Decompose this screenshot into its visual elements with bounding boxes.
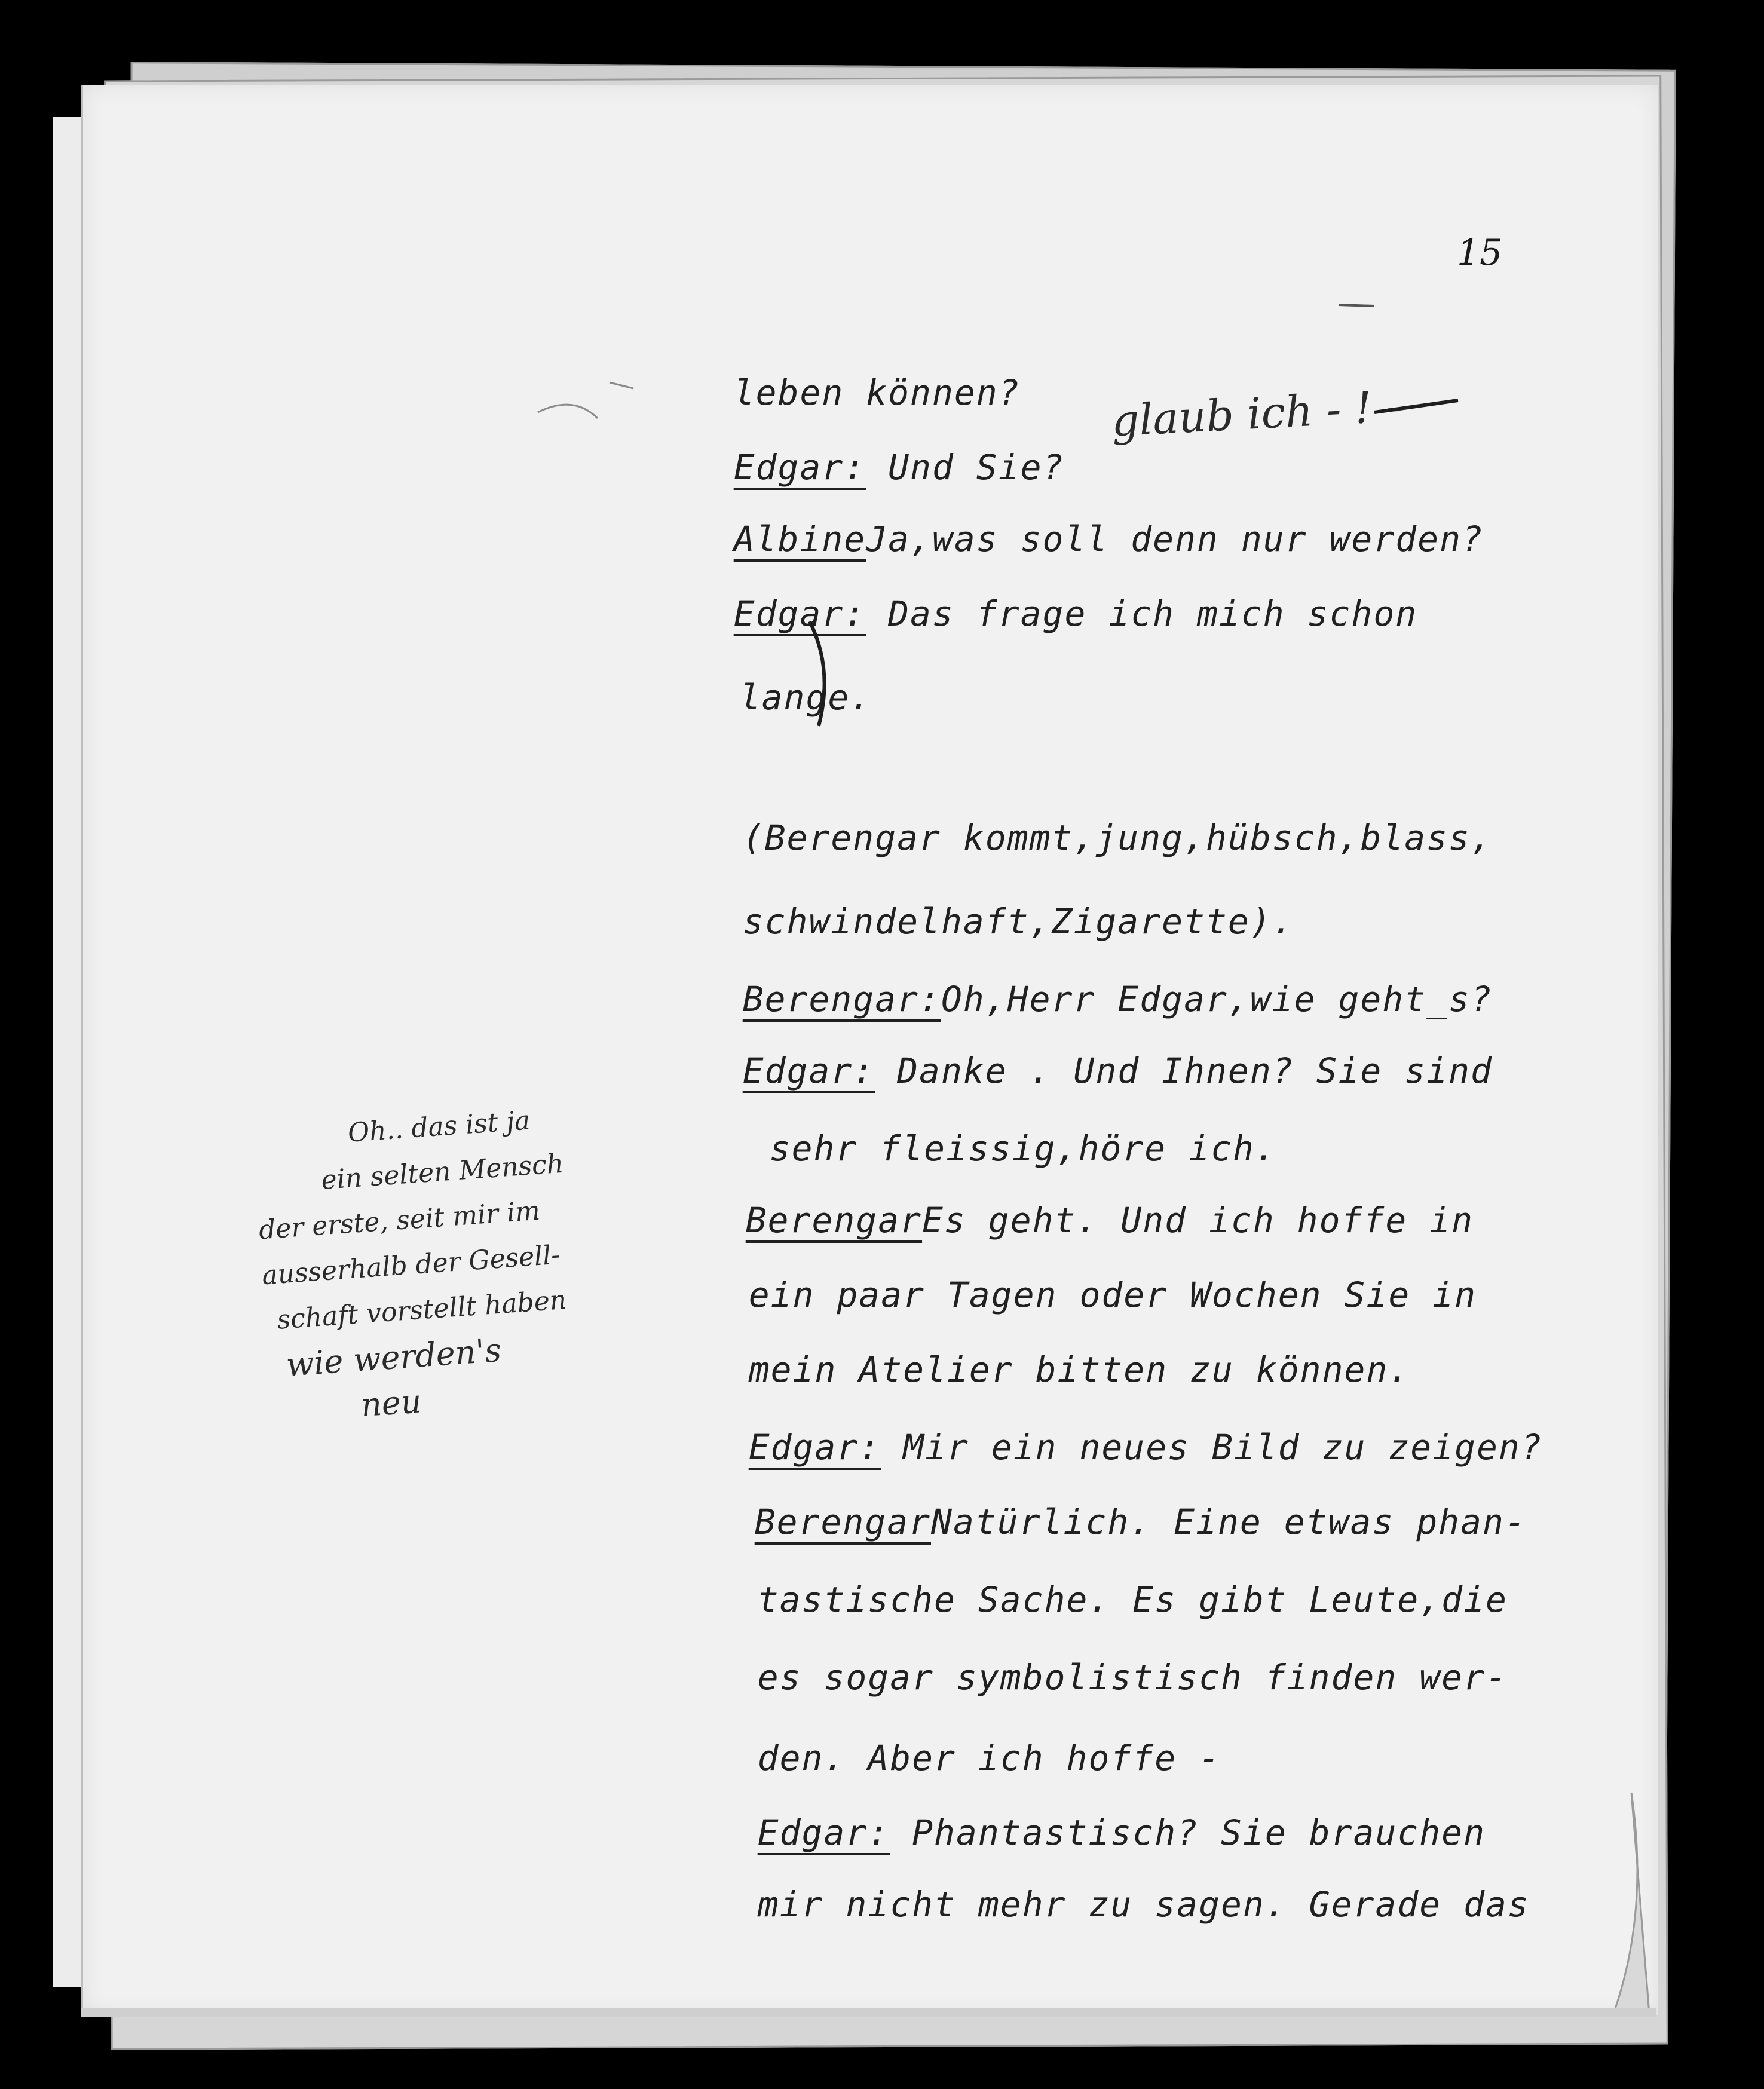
margin-note-line: wie werden's — [284, 1331, 503, 1384]
speaker-name: Edgar: — [757, 1812, 890, 1853]
speaker-name: Berengar: — [742, 979, 941, 1019]
script-line — [669, 1843, 1530, 1965]
line-text: den. Aber ich hoffe - — [757, 1738, 1221, 1778]
margin-note-line: neu — [359, 1382, 423, 1425]
speaker-name: Edgar: — [733, 593, 866, 634]
margin-note-line: ein selten Mensch — [320, 1148, 565, 1196]
script-line — [651, 636, 872, 758]
line-text: es sogar symbolistisch finden wer- — [757, 1657, 1508, 1698]
speaker-name: Edgar: — [748, 1427, 881, 1468]
line-text: Oh,Herr Edgar,wie geht_s? — [941, 979, 1493, 1019]
line-text: leben können? — [733, 372, 1021, 413]
line-text: Und Sie? — [866, 447, 1065, 488]
page-bottom-edge — [81, 2008, 1656, 2017]
margin-note-line: ausserhalb der Gesell- — [261, 1239, 561, 1291]
speaker-name: Edgar: — [742, 1050, 875, 1091]
line-text: Natürlich. Eine etwas phan- — [931, 1502, 1527, 1542]
line-text: Es geht. Und ich hoffe in — [922, 1200, 1474, 1240]
page-number: 15 — [1457, 232, 1503, 274]
speaker-name: Albine — [733, 519, 866, 559]
margin-note-line: Oh.. das ist ja — [347, 1105, 531, 1148]
handwritten-insert: glaub ich - ! - — [1110, 381, 1402, 446]
line-text: lange. — [739, 677, 872, 718]
line-text: sehr fleissig,höre ich. — [769, 1128, 1277, 1169]
line-text: ein paar Tagen oder Wochen Sie in — [748, 1275, 1477, 1315]
margin-note-line: schaft vorstellt haben — [275, 1284, 568, 1336]
line-text: mein Atelier bitten zu können. — [748, 1349, 1411, 1390]
speaker-name: Berengar — [754, 1502, 932, 1542]
line-text: (Berengar kommt,jung,hübsch,blass, — [742, 817, 1493, 858]
line-text: Ja,was soll denn nur werden? — [866, 519, 1484, 559]
line-text: Danke . Und Ihnen? Sie sind — [875, 1050, 1493, 1091]
speaker-name: Berengar — [745, 1200, 923, 1240]
left-paper-strip — [53, 117, 85, 1987]
line-text: Phantastisch? Sie brauchen — [890, 1812, 1486, 1853]
line-text: Das frage ich mich schon — [866, 593, 1418, 634]
margin-note-line: der erste, seit mir im — [258, 1195, 541, 1246]
line-text: schwindelhaft,Zigarette). — [742, 901, 1294, 942]
line-text: tastische Sache. Es gibt Leute,die — [757, 1579, 1508, 1620]
handwritten-margin-note — [251, 1090, 667, 1435]
line-text: mir nicht mehr zu sagen. Gerade das — [757, 1884, 1530, 1925]
line-text: Mir ein neues Bild zu zeigen? — [881, 1427, 1543, 1468]
speaker-name: Edgar: — [733, 447, 866, 488]
